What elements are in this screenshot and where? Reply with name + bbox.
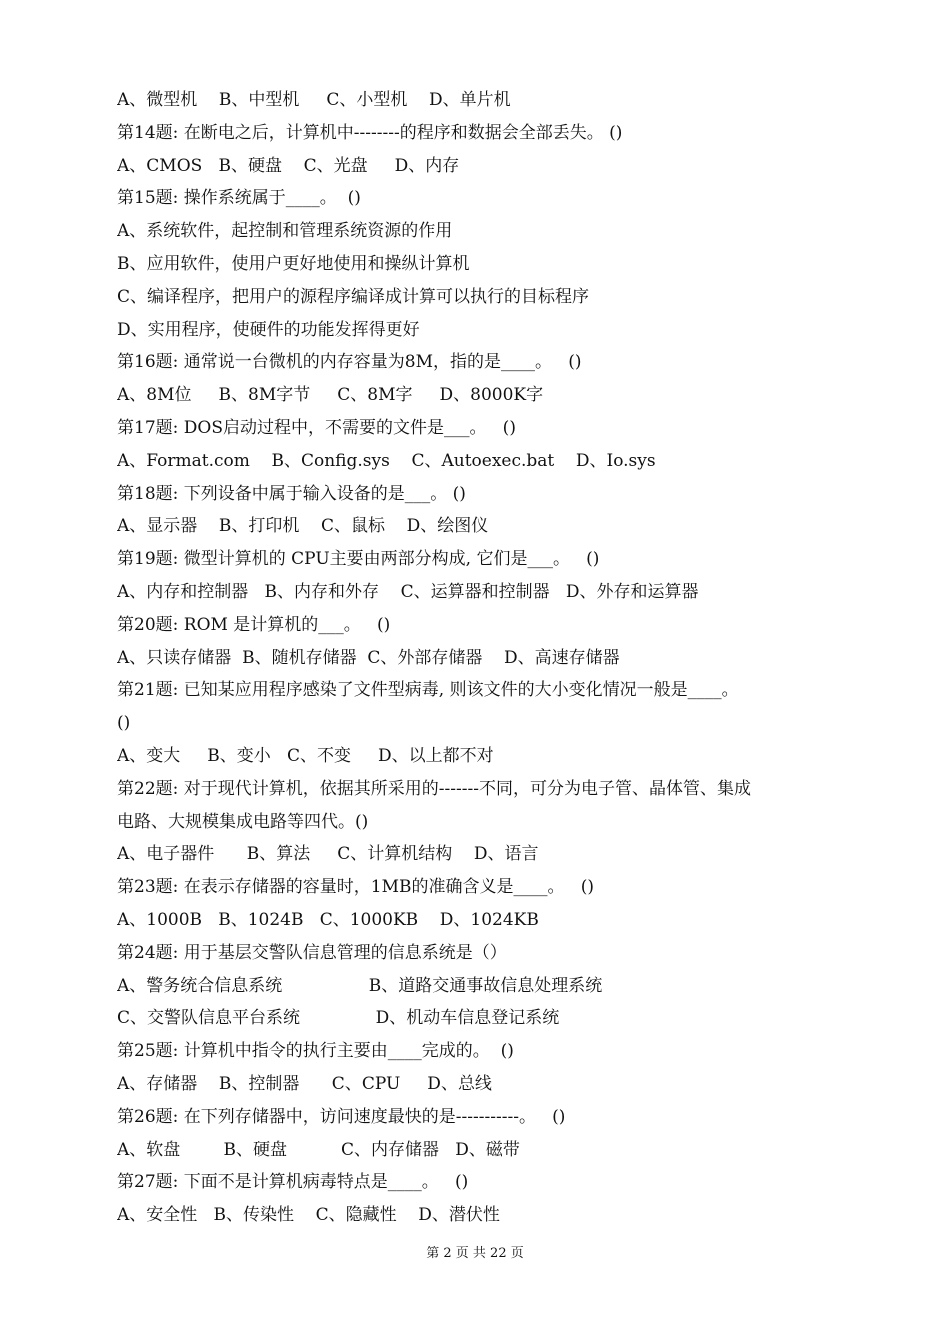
text-line: A、内存和控制器 B、内存和外存 C、运算器和控制器 D、外存和运算器	[117, 581, 699, 602]
text-line: 第26题: 在下列存储器中，访问速度最快的是-----------。 ()	[117, 1106, 566, 1127]
text-line: A、只读存储器 B、随机存储器 C、外部存储器 D、高速存储器	[117, 647, 620, 668]
text-line: A、变大 B、变小 C、不变 D、以上都不对	[117, 745, 494, 766]
text-line: A、显示器 B、打印机 C、鼠标 D、绘图仪	[117, 516, 489, 537]
text-line: 第23题: 在表示存储器的容量时，1MB的准确含义是____。 ()	[117, 877, 594, 898]
text-line: 第21题: 已知某应用程序感染了文件型病毒, 则该文件的大小变化情况一般是____。	[117, 680, 739, 701]
text-line: 第24题: 用于基层交警队信息管理的信息系统是（）	[117, 942, 507, 963]
text-line: A、1000B B、1024B C、1000KB D、1024KB	[117, 909, 539, 930]
text-line: 电路、大规模集成电路等四代。()	[117, 811, 369, 832]
text-line: A、软盘 B、硬盘 C、内存储器 D、磁带	[117, 1139, 520, 1160]
text-line: 第25题: 计算机中指令的执行主要由____完成的。 ()	[117, 1041, 514, 1062]
text-line: 第16题: 通常说一台微机的内存容量为8M，指的是____。 ()	[117, 352, 582, 373]
question-list	[117, 84, 877, 1232]
text-line: A、8M位 B、8M字节 C、8M字 D、8000K字	[117, 385, 544, 406]
text-line: A、电子器件 B、算法 C、计算机结构 D、语言	[117, 844, 539, 865]
text-line: 第15题: 操作系统属于____。 ()	[117, 188, 361, 209]
text-line: 第20题: ROM 是计算机的___。 ()	[117, 614, 391, 635]
text-line: 第17题: DOS启动过程中，不需要的文件是___。 ()	[117, 417, 516, 438]
text-line: A、安全性 B、传染性 C、隐藏性 D、潜伏性	[117, 1205, 500, 1226]
text-line: 第14题: 在断电之后，计算机中--------的程序和数据会全部丢失。 ()	[117, 122, 623, 143]
text-line: A、CMOS B、硬盘 C、光盘 D、内存	[117, 155, 460, 176]
text-line: A、存储器 B、控制器 C、CPU D、总线	[117, 1073, 492, 1094]
text-line: A、警务统合信息系统 B、道路交通事故信息处理系统	[117, 975, 603, 996]
text-line: A、系统软件，起控制和管理系统资源的作用	[117, 221, 453, 242]
text-line: 第27题: 下面不是计算机病毒特点是____。 ()	[117, 1172, 469, 1193]
text-line: ()	[117, 713, 131, 734]
text-line: 第19题: 微型计算机的 CPU主要由两部分构成, 它们是___。 ()	[117, 549, 600, 570]
text-line: D、实用程序，使硬件的功能发挥得更好	[117, 319, 420, 340]
text-line: A、Format.com B、Config.sys C、Autoexec.bat D、Io.sys	[117, 450, 656, 471]
text-line: 第22题: 对于现代计算机，依据其所采用的-------不同，可分为电子管、晶体管、集成	[117, 778, 751, 799]
text-line: C、编译程序，把用户的源程序编译成计算可以执行的目标程序	[117, 286, 590, 307]
text-line: B、应用软件，使用户更好地使用和操纵计算机	[117, 253, 470, 274]
page-footer: 第 2 页 共 22 页	[426, 1246, 524, 1261]
text-line: 第18题: 下列设备中属于输入设备的是___。 ()	[117, 483, 466, 504]
text-line: C、交警队信息平台系统 D、机动车信息登记系统	[117, 1008, 560, 1029]
text-line: A、微型机 B、中型机 C、小型机 D、单片机	[117, 90, 511, 110]
